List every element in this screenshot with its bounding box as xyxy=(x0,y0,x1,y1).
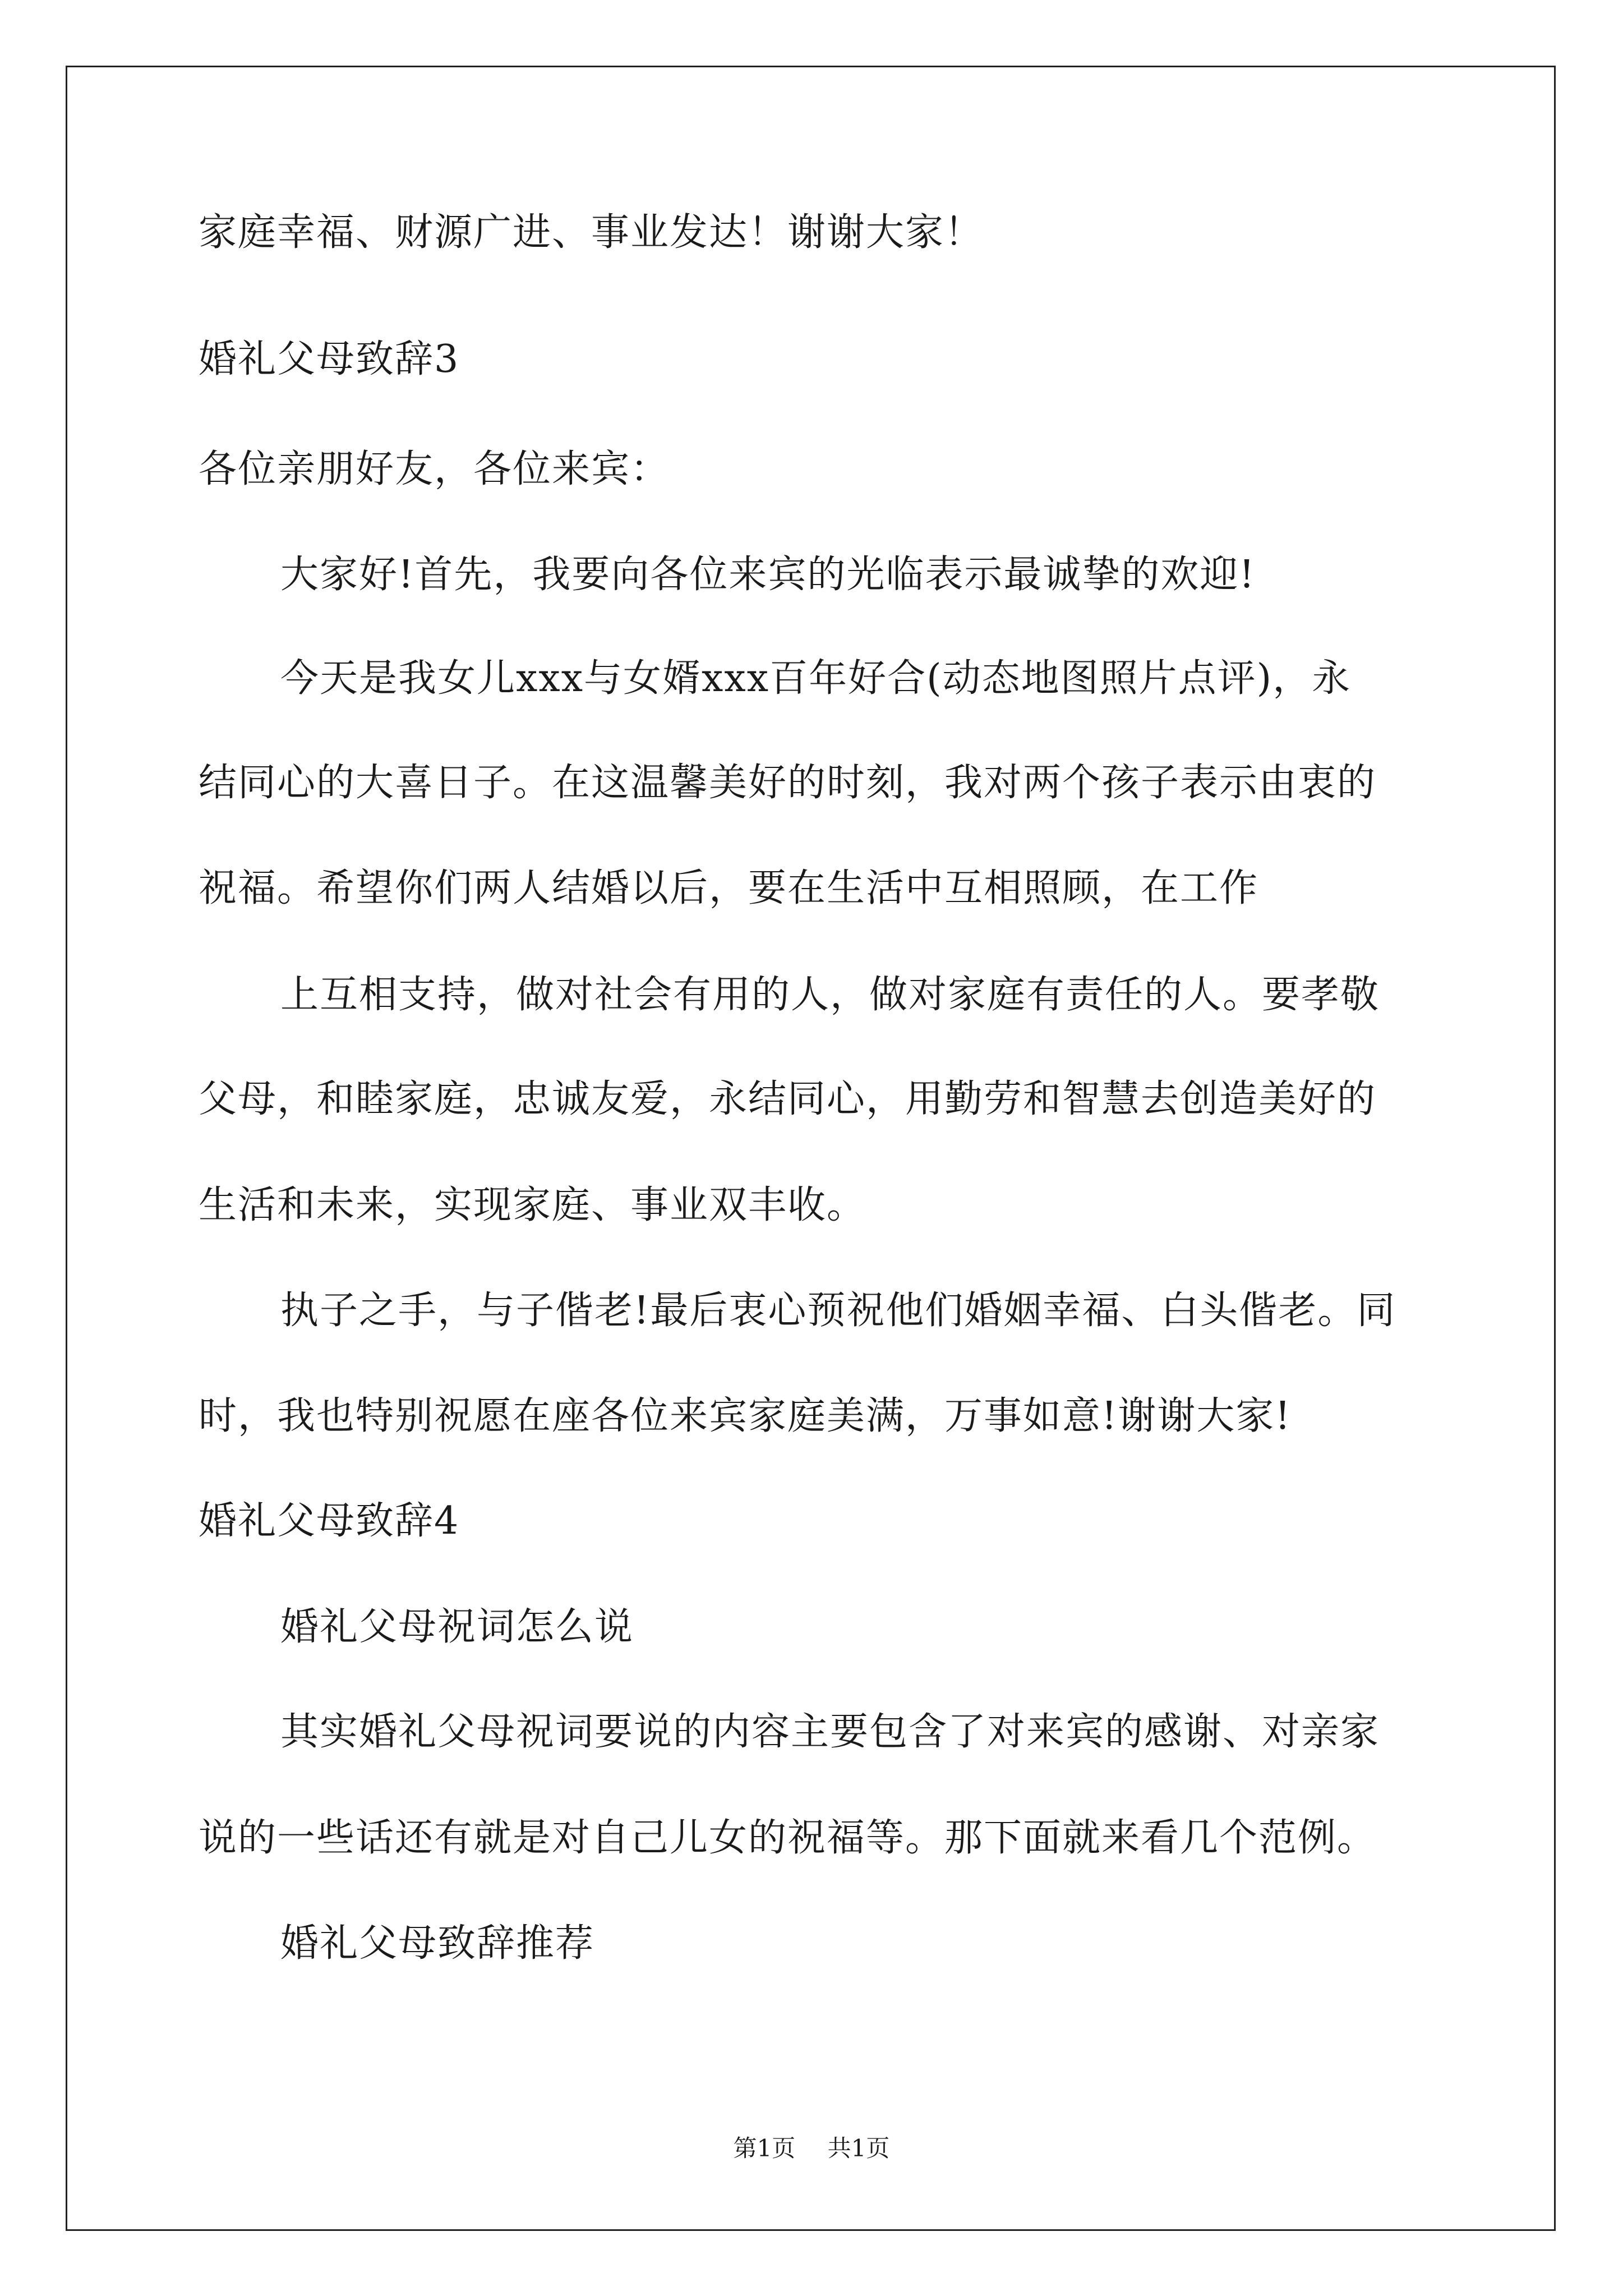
paragraph-line: 时，我也特别祝愿在座各位来宾家庭美满，万事如意!谢谢大家! xyxy=(199,1394,1292,1438)
paragraph-line: 祝福。希望你们两人结婚以后，要在生活中互相照顾，在工作 xyxy=(199,866,1259,910)
section-heading-4: 婚礼父母致辞4 xyxy=(199,1499,460,1543)
subheading-line: 婚礼父母致辞推荐 xyxy=(280,1921,595,1966)
paragraph-line: 大家好!首先，我要向各位来宾的光临表示最诚挚的欢迎! xyxy=(280,553,1256,597)
paragraph-line: 上互相支持，做对社会有用的人，做对家庭有责任的人。要孝敬 xyxy=(280,973,1380,1017)
paragraph-line: 说的一些话还有就是对自己儿女的祝福等。那下面就来看几个范例。 xyxy=(199,1816,1377,1860)
text-line-closing: 家庭幸福、财源广进、事业发达！谢谢大家！ xyxy=(199,210,984,255)
section-heading-3: 婚礼父母致辞3 xyxy=(199,337,460,381)
subheading-line: 婚礼父母祝词怎么说 xyxy=(280,1605,634,1649)
page-total: 共1页 xyxy=(827,2134,890,2162)
paragraph-line: 执子之手，与子偕老!最后衷心预祝他们婚姻幸福、白头偕老。同 xyxy=(280,1289,1396,1333)
paragraph-line: 今天是我女儿xxx与女婿xxx百年好合(动态地图照片点评)，永 xyxy=(280,656,1352,701)
salutation-line: 各位亲朋好友，各位来宾： xyxy=(199,447,670,491)
page-border xyxy=(66,66,1556,2231)
paragraph-line: 父母，和睦家庭，忠诚友爱，永结同心，用勤劳和智慧去创造美好的 xyxy=(199,1077,1377,1121)
page-footer xyxy=(0,2132,1623,2165)
paragraph-line: 生活和未来，实现家庭、事业双丰收。 xyxy=(199,1183,866,1227)
paragraph-line: 其实婚礼父母祝词要说的内容主要包含了对来宾的感谢、对亲家 xyxy=(280,1710,1380,1754)
page-number: 第1页 xyxy=(733,2134,796,2162)
paragraph-line: 结同心的大喜日子。在这温馨美好的时刻，我对两个孩子表示由衷的 xyxy=(199,761,1377,805)
